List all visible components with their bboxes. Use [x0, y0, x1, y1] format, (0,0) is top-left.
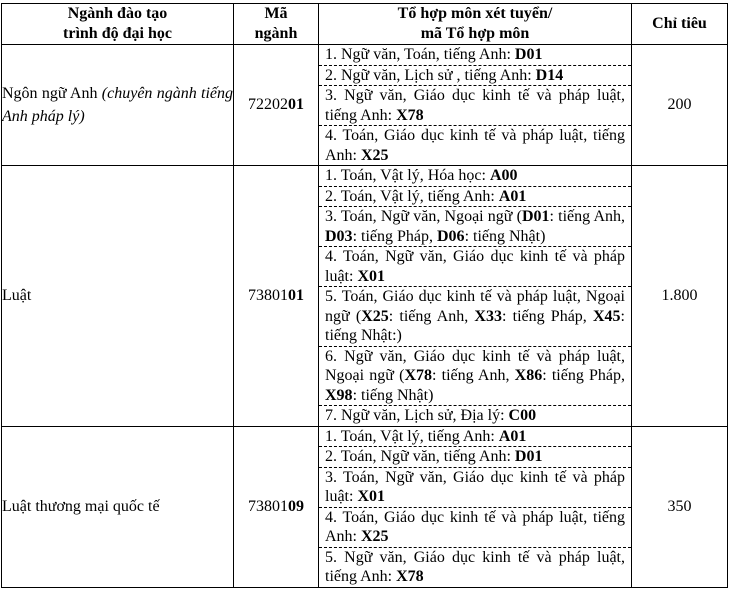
subject-combo	[319, 447, 631, 468]
combo-code: A01	[498, 427, 527, 445]
subject-combo	[319, 347, 631, 407]
combo-code: X33	[474, 307, 502, 325]
combo-text: 2. Toán, Vật lý, tiếng Anh:	[325, 187, 499, 205]
combo-text: : tiếng Nhật:)	[325, 307, 625, 344]
combo-text: 3. Toán, Ngữ văn, Ngoại ngữ (	[325, 208, 522, 225]
subject-combo	[319, 468, 631, 508]
combo-code: X86	[514, 367, 543, 384]
header-combos	[319, 4, 632, 45]
quota-cell	[632, 166, 728, 427]
combo-code: X01	[357, 267, 385, 285]
combo-text: 3. Ngữ văn, Giáo dục kinh tế và pháp luật, tiếng Anh:	[325, 87, 625, 124]
table-header-row	[2, 4, 728, 45]
combo-code: X25	[361, 528, 389, 545]
header-code-line1: Mã	[264, 5, 288, 22]
combo-text: 1. Toán, Vật lý, Hóa học:	[325, 167, 490, 184]
subject-combo	[319, 207, 631, 247]
combo-text: 1. Toán, Vật lý, tiếng Anh:	[325, 427, 499, 445]
combo-text: : tiếng Pháp,	[352, 227, 437, 245]
table-row	[2, 45, 728, 166]
combo-text: : tiếng Pháp,	[501, 307, 593, 325]
header-combos-line1: Tổ hợp môn xét tuyển/	[397, 5, 553, 22]
combo-code: A01	[498, 187, 527, 205]
major-name: Luật thương mại quốc tế	[2, 498, 160, 515]
quota-value: 350	[667, 497, 692, 515]
combo-text: 4. Toán, Giáo dục kinh tế và pháp luật, tiếng Anh:	[325, 127, 625, 164]
major-name-cell	[2, 426, 234, 587]
combo-text: 3. Toán, Ngữ văn, Giáo dục kinh tế và pháp luật:	[325, 468, 625, 505]
combo-text: 2. Toán, Ngữ văn, tiếng Anh:	[325, 448, 515, 465]
subject-combo	[319, 45, 631, 66]
subject-combo	[319, 427, 631, 448]
combo-text: 7. Ngữ văn, Lịch sử, Địa lý:	[325, 407, 509, 424]
major-code-suffix: 01	[288, 96, 304, 113]
combo-code: X78	[396, 568, 424, 585]
combo-text: 5. Toán, Giáo dục kinh tế và pháp luật, Ngoại ngữ (	[325, 288, 625, 325]
combo-text: 1. Ngữ văn, Toán, tiếng Anh:	[325, 46, 515, 63]
major-name-cell	[2, 166, 234, 427]
combo-text: : tiếng Anh,	[432, 367, 515, 384]
subject-combo	[319, 508, 631, 548]
combo-text: : tiếng Anh,	[388, 307, 475, 325]
header-quota	[632, 4, 728, 45]
subject-combo	[319, 287, 631, 347]
combo-code: D03	[325, 227, 353, 245]
subject-combos-cell	[319, 426, 632, 587]
quota-value: 1.800	[661, 286, 698, 304]
combo-code: X98	[325, 386, 353, 404]
combo-text: : tiếng Nhật)	[464, 227, 546, 245]
table-body	[2, 45, 728, 588]
combo-text: 2. Ngữ văn, Lịch sử , tiếng Anh:	[325, 66, 536, 84]
subject-combo	[319, 66, 631, 87]
combo-text: 5. Ngữ văn, Giáo dục kinh tế và pháp luật, tiếng Anh:	[325, 548, 625, 585]
subject-combo	[319, 406, 631, 426]
combo-text: 6. Ngữ văn, Giáo dục kinh tế và pháp luật, Ngoại ngữ (	[325, 347, 625, 384]
header-code-line2: ngành	[254, 25, 298, 42]
major-name: Luật	[2, 287, 32, 305]
admissions-table	[1, 3, 728, 588]
major-code-cell	[234, 45, 319, 166]
table-row	[2, 426, 728, 587]
header-major-line2: trình độ đại học	[63, 25, 172, 42]
major-code-prefix: 72202	[248, 96, 288, 113]
table-row	[2, 166, 728, 427]
subject-combo	[319, 548, 631, 587]
combo-code: X78	[404, 367, 433, 384]
subject-combo	[319, 166, 631, 187]
quota-cell	[632, 45, 728, 166]
combo-text: : tiếng Anh,	[549, 208, 625, 225]
combo-code: D01	[514, 46, 543, 63]
header-major	[2, 4, 234, 45]
major-code-suffix: 01	[288, 286, 304, 304]
major-name-cell	[2, 45, 234, 166]
major-code-cell	[234, 426, 319, 587]
combo-code: X78	[396, 106, 424, 124]
subject-combo	[319, 247, 631, 287]
major-code-cell	[234, 166, 319, 427]
header-major-line1: Ngành đào tạo	[67, 5, 168, 22]
combo-code: X25	[361, 146, 389, 164]
header-combos-line2: mã Tổ hợp môn	[420, 25, 530, 42]
subject-combo	[319, 187, 631, 208]
major-code-prefix: 73801	[248, 286, 288, 304]
subject-combos-cell	[319, 166, 632, 427]
combo-code: D01	[514, 448, 543, 465]
subject-combo	[319, 126, 631, 165]
combo-text: : tiếng Nhật)	[352, 386, 434, 404]
combo-code: A00	[489, 167, 518, 184]
quota-cell	[632, 426, 728, 587]
header-code	[234, 4, 319, 45]
combo-code: X01	[357, 488, 385, 505]
combo-text: 4. Toán, Ngữ văn, Giáo dục kinh tế và pháp luật:	[325, 248, 625, 285]
major-code-prefix: 73801	[248, 497, 288, 515]
major-name: Ngôn ngữ Anh	[2, 85, 98, 102]
quota-value: 200	[667, 96, 692, 113]
major-note: (chuyên ngành tiếng Anh pháp lý)	[2, 85, 234, 125]
subject-combos-cell	[319, 45, 632, 166]
combo-code: D01	[521, 208, 550, 225]
combo-code: X25	[361, 307, 389, 325]
header-quota-text: Chỉ tiêu	[652, 15, 707, 32]
combo-text: 4. Toán, Giáo dục kinh tế và pháp luật, tiếng Anh:	[325, 508, 625, 545]
combo-text: : tiếng Pháp,	[542, 367, 626, 384]
major-code-suffix: 09	[288, 497, 304, 515]
subject-combo	[319, 86, 631, 126]
combo-code: C00	[508, 407, 537, 424]
combo-code: D14	[535, 66, 564, 84]
combo-code: D06	[437, 227, 465, 245]
combo-code: X45	[592, 307, 621, 325]
